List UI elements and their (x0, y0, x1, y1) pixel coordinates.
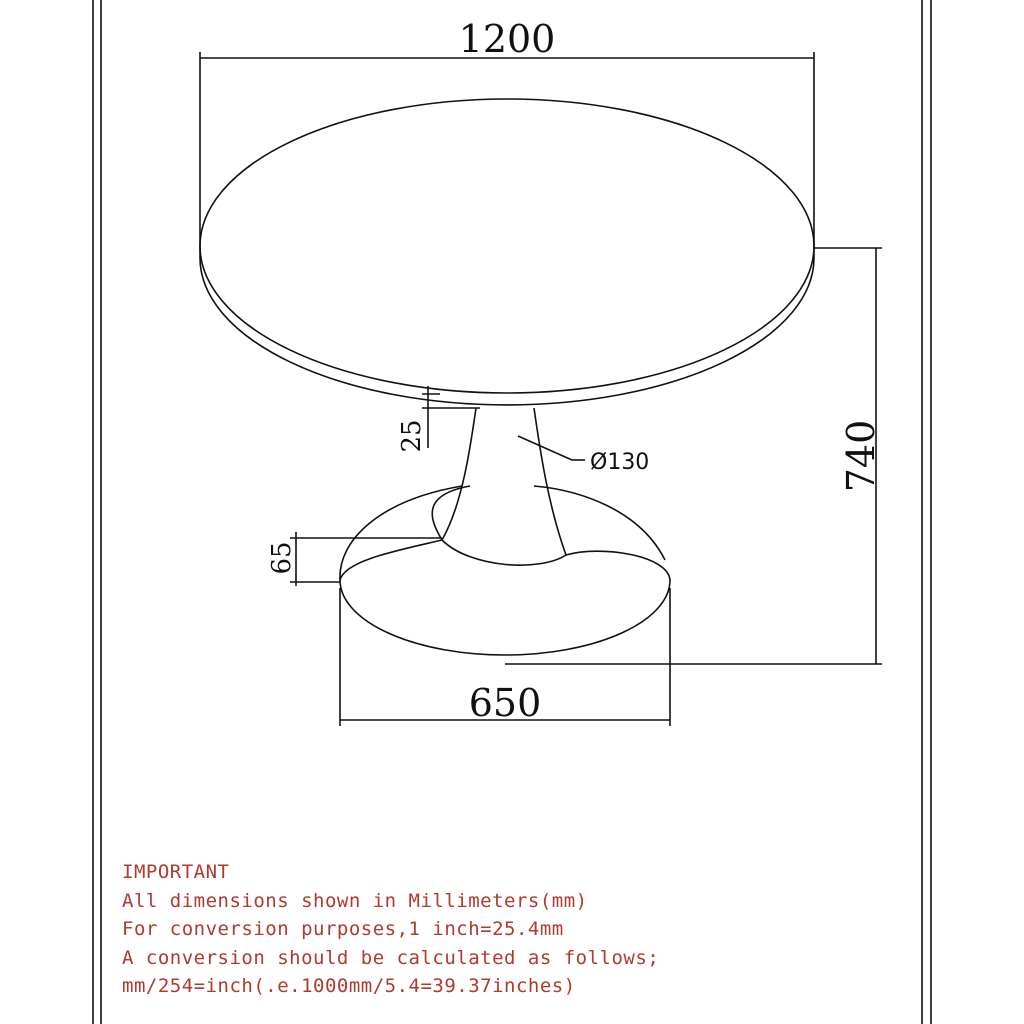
table-top (200, 99, 814, 405)
note-heading: IMPORTANT (122, 861, 230, 883)
important-note (122, 858, 659, 1001)
dim-65-label: 65 (267, 541, 297, 575)
note-line: All dimensions shown in Millimeters(mm) (122, 889, 588, 912)
dim-25-label: 25 (397, 419, 427, 453)
dim-650-label: 650 (468, 681, 542, 725)
note-line: mm/254=inch(.e.1000mm/5.4=39.37inches) (122, 975, 576, 997)
dim-1200-label: 1200 (458, 17, 556, 61)
dim-740-label: 740 (839, 419, 883, 493)
note-line: For conversion purposes,1 inch=25.4mm (122, 918, 564, 940)
column-diameter-label: Ø130 (590, 450, 650, 475)
note-line: A conversion should be calculated as follows; (122, 946, 660, 969)
